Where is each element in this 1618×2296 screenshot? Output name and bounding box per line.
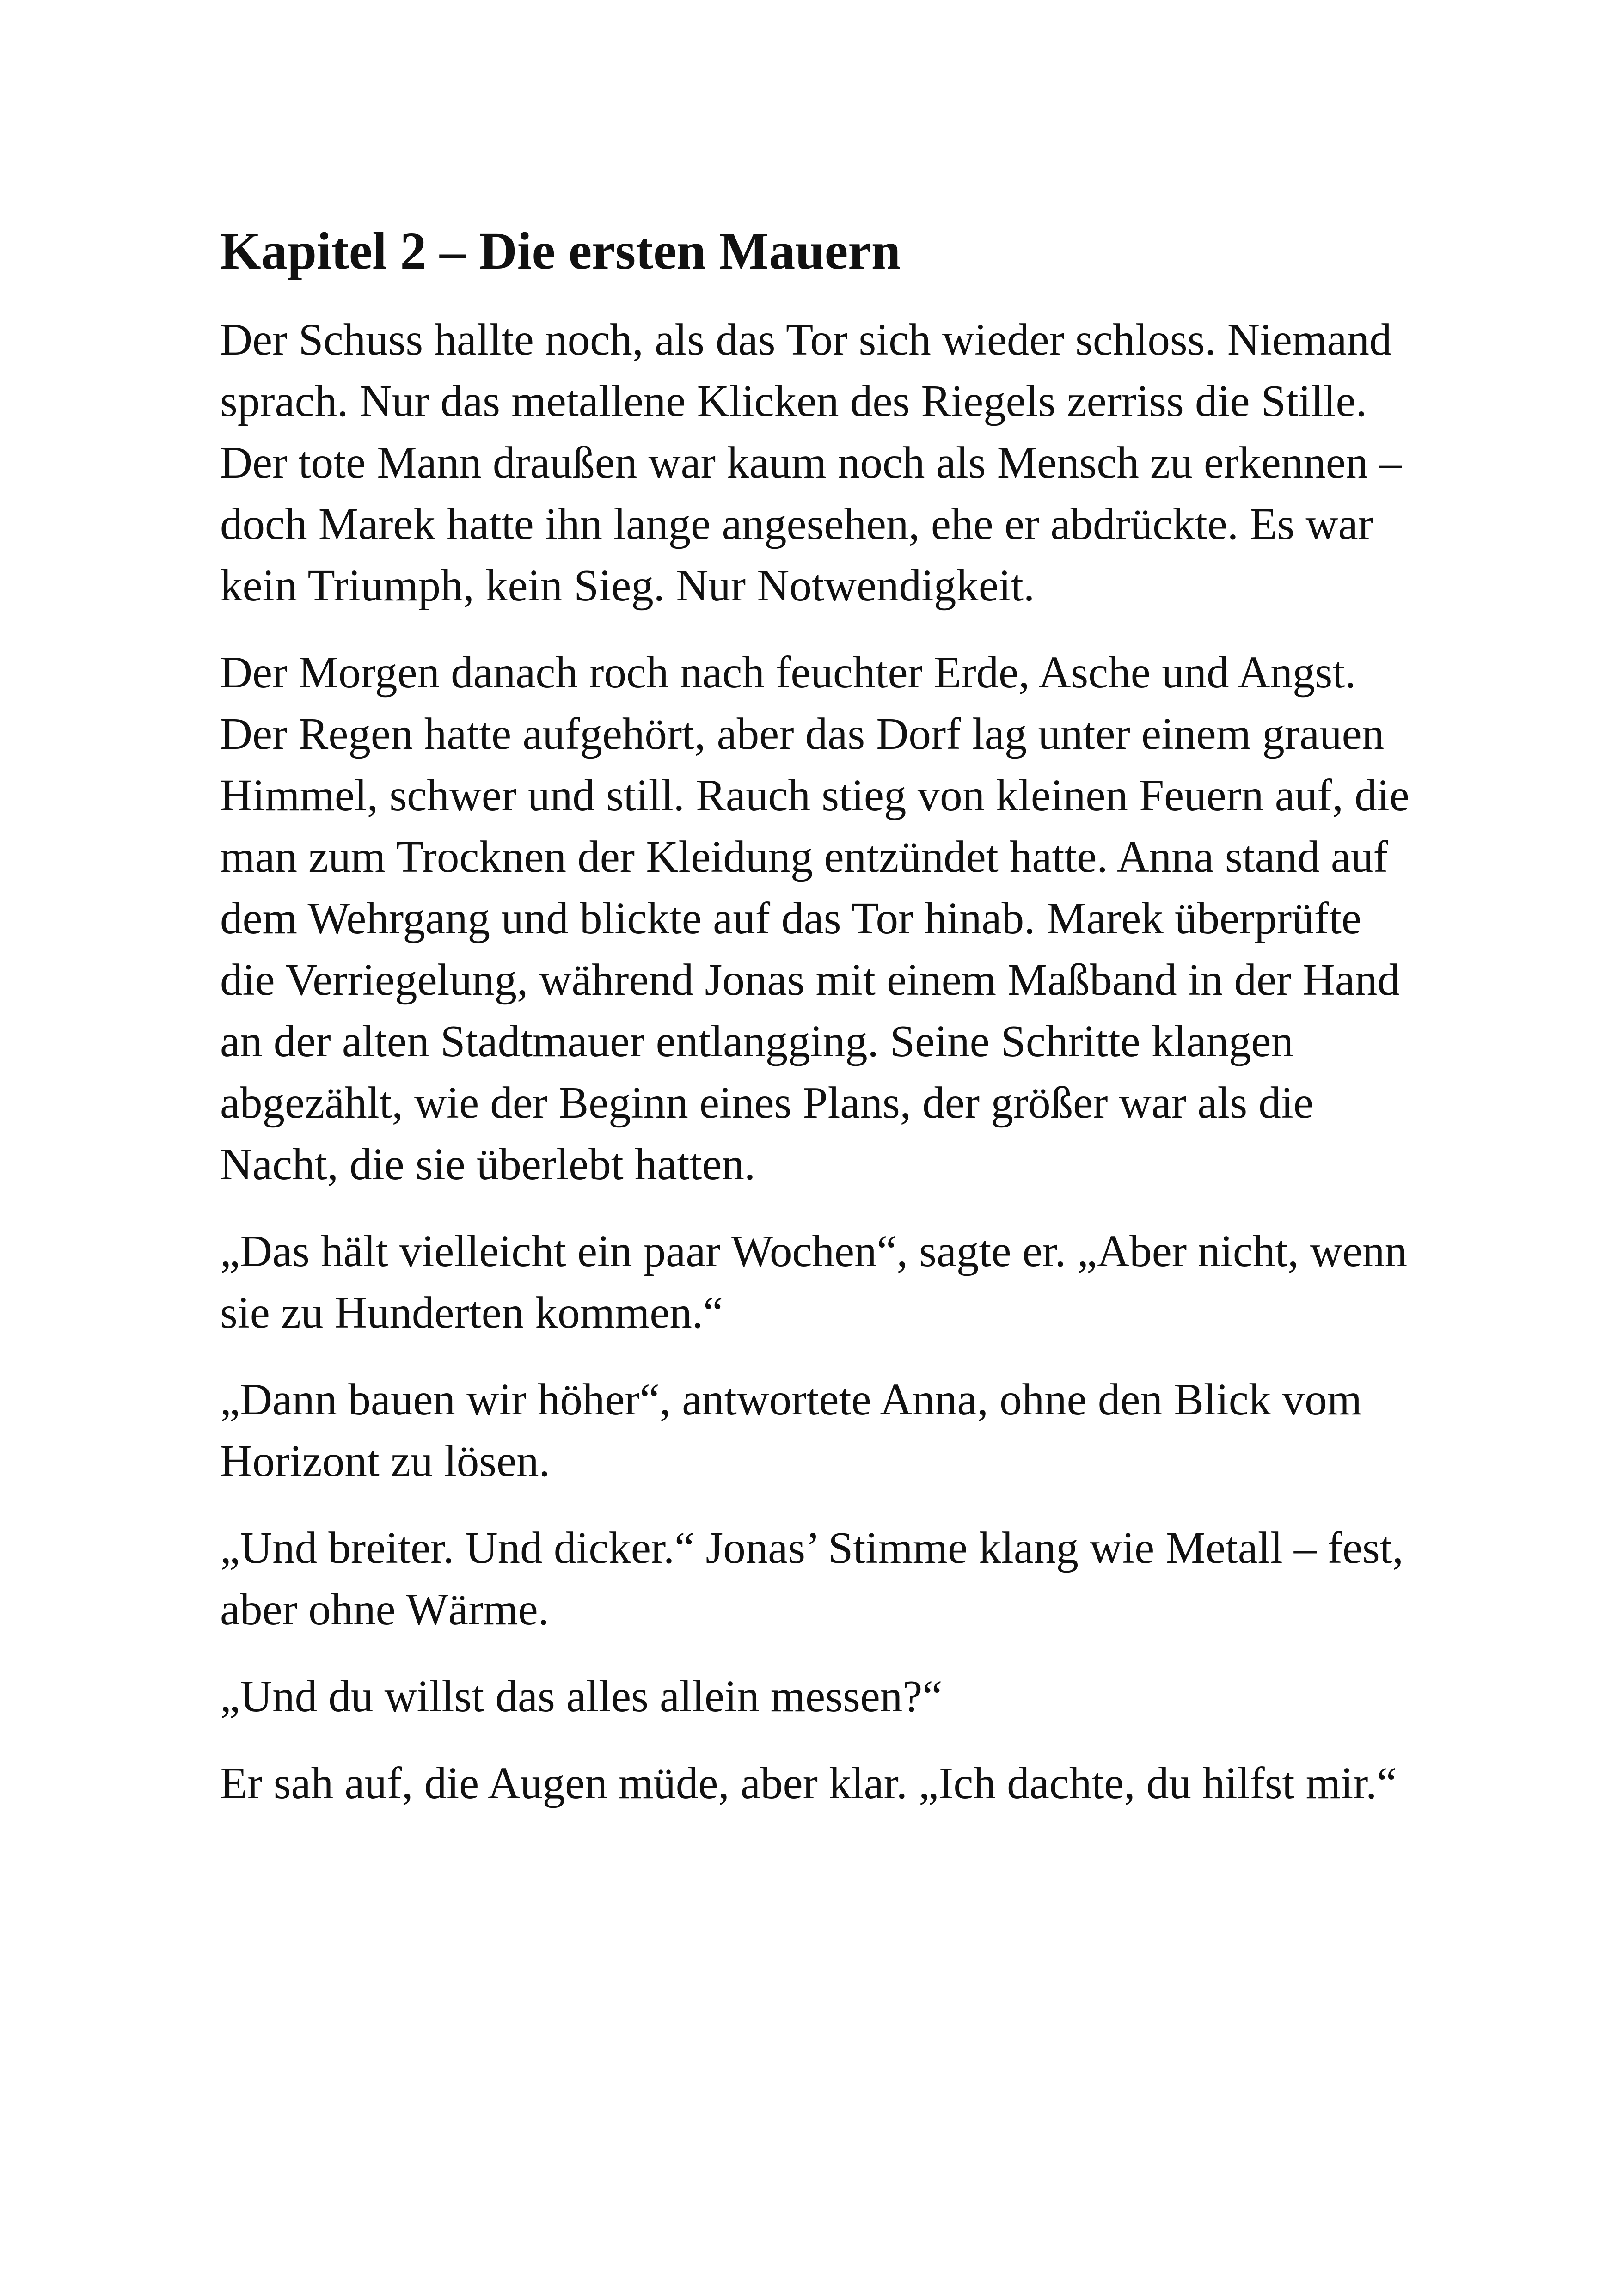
dialogue-paragraph: „Dann bauen wir höher“, antwortete Anna, ohne den Blick vom Horizont zu lösen. bbox=[220, 1375, 1362, 1486]
paragraph: Der Schuss hallte noch, als das Tor sich wieder schloss. Niemand sprach. Nur das metallene Klicken des Riegels zerriss die Stille. Der tote Mann draußen war kaum noch als Mensch zu erkennen – doch Marek hatte ihn lange angesehen, ehe er abdrückte. Es war kein Triumph, kein Sieg. Nur Notwendigkeit. bbox=[220, 315, 1402, 610]
dialogue-paragraph: „Und du willst das alles allein messen?“ bbox=[220, 1671, 943, 1721]
chapter-title: Kapitel 2 – Die ersten Mauern bbox=[220, 221, 901, 280]
dialogue-paragraph: „Das hält vielleicht ein paar Wochen“, sagte er. „Aber nicht, wenn sie zu Hunderten kommen.“ bbox=[220, 1226, 1407, 1337]
dialogue-paragraph: „Und breiter. Und dicker.“ Jonas’ Stimme klang wie Metall – fest, aber ohne Wärme. bbox=[220, 1523, 1403, 1634]
document-body bbox=[220, 216, 1413, 1839]
dialogue-paragraph: Er sah auf, die Augen müde, aber klar. „Ich dachte, du hilfst mir.“ bbox=[220, 1758, 1397, 1808]
paragraph: Der Morgen danach roch nach feuchter Erde, Asche und Angst. Der Regen hatte aufgehört, aber das Dorf lag unter einem grauen Himmel, schwer und still. Rauch stieg von kleinen Feuern auf, die man zum Trocknen der Kleidung entzündet hatte. Anna stand auf dem Wehrgang und blickte auf das Tor hinab. Marek überprüfte die Verriegelung, während Jonas mit einem Maßband in der Hand an der alten Stadtmauer entlangging. Seine Schritte klangen abgezählt, wie der Beginn eines Plans, der größer war als die Nacht, die sie überlebt hatten. bbox=[220, 648, 1410, 1189]
